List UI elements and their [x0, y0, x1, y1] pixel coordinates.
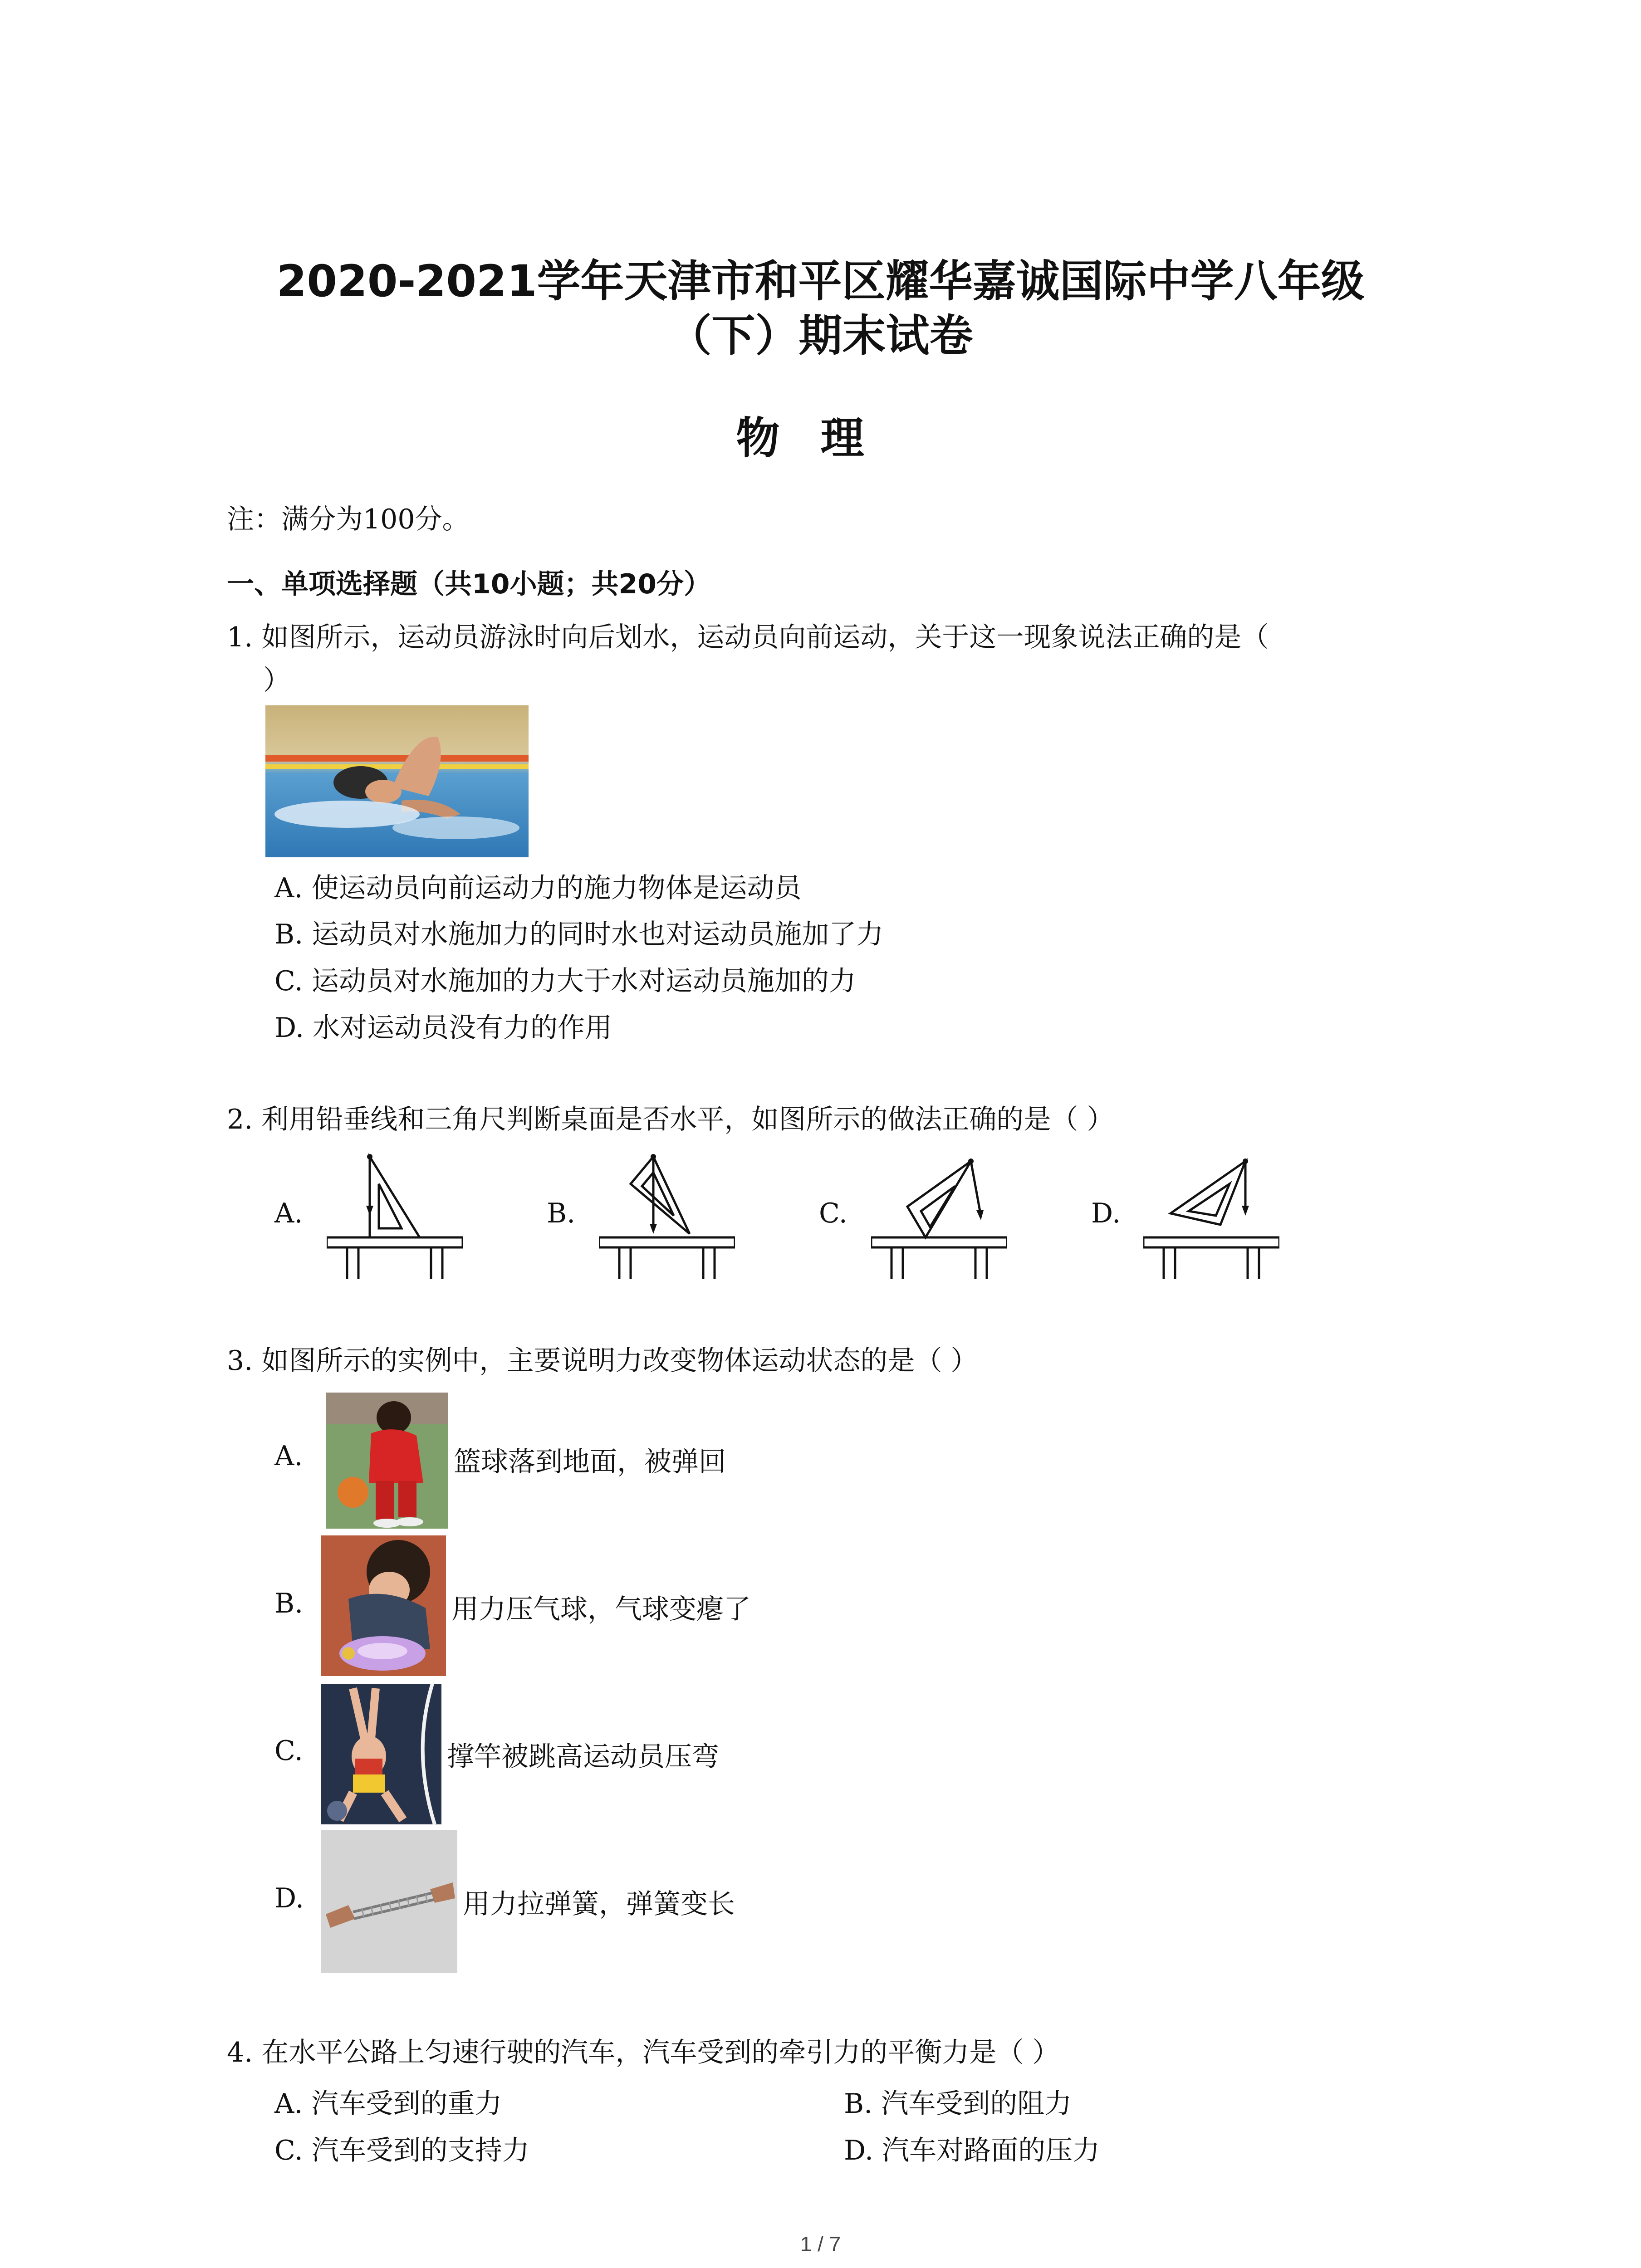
q4-stem: 4. 在水平公路上匀速行驶的汽车，汽车受到的牵引力的平衡力是（ ） [227, 2037, 1060, 2068]
basketball-photo [326, 1393, 448, 1529]
q2-option-b-letter: B. [547, 1198, 576, 1229]
pole-vault-photo [321, 1684, 441, 1824]
q3-option-d-letter: D. [274, 1882, 304, 1914]
q2-diagram-c [871, 1152, 1007, 1284]
subject-title: 物理 [736, 413, 905, 464]
q3-option-b-text: 用力压气球，气球变瘪了 [451, 1593, 751, 1625]
q2-diagram-b [599, 1152, 735, 1284]
q3-option-a-letter: A. [274, 1440, 303, 1472]
q3-stem: 3. 如图所示的实例中，主要说明力改变物体运动状态的是（ ） [227, 1345, 978, 1377]
q3-option-c-letter: C. [274, 1735, 303, 1767]
q4-option-b: B. 汽车受到的阻力 [844, 2088, 1072, 2120]
q1-option-c: C. 运动员对水施加的力大于水对运动员施加的力 [274, 965, 856, 997]
q2-diagram-a [327, 1152, 463, 1284]
page-title-line2: （下）期末试卷 [668, 310, 973, 361]
q2-option-d-letter: D. [1091, 1198, 1121, 1229]
swimmer-photo [265, 705, 529, 857]
q2-stem: 2. 利用铅垂线和三角尺判断桌面是否水平，如图所示的做法正确的是（ ） [227, 1104, 1114, 1135]
page-number: 1 / 7 [800, 2232, 841, 2256]
q3-option-c-text: 撑竿被跳高运动员压弯 [447, 1741, 719, 1773]
balloon-photo [321, 1535, 446, 1676]
q3-option-d-text: 用力拉弹簧，弹簧变长 [463, 1888, 735, 1920]
q4-option-c: C. 汽车受到的支持力 [274, 2135, 529, 2166]
q3-option-b-letter: B. [274, 1588, 304, 1619]
q2-diagram-d [1143, 1152, 1279, 1284]
q2-option-c-letter: C. [819, 1198, 847, 1229]
q1-option-b: B. 运动员对水施加力的同时水也对运动员施加了力 [274, 919, 884, 950]
q1-option-d: D. 水对运动员没有力的作用 [274, 1012, 612, 1044]
q1-stem: 1. 如图所示，运动员游泳时向后划水，运动员向前运动，关于这一现象说法正确的是（ [227, 621, 1269, 653]
score-note: 注：满分为100分。 [227, 503, 470, 535]
q4-option-a: A. 汽车受到的重力 [274, 2088, 502, 2120]
spring-photo [321, 1830, 457, 1973]
q2-option-a-letter: A. [274, 1198, 303, 1229]
q1-stem-cont: ） [263, 665, 290, 696]
page-title-line1: 2020-2021学年天津市和平区耀华嘉诚国际中学八年级 [276, 256, 1365, 307]
section-heading: 一、单项选择题（共10小题；共20分） [227, 568, 711, 600]
q4-option-d: D. 汽车对路面的压力 [844, 2135, 1100, 2166]
q3-option-a-text: 篮球落到地面，被弹回 [454, 1446, 726, 1478]
q1-option-a: A. 使运动员向前运动力的施力物体是运动员 [274, 872, 802, 904]
